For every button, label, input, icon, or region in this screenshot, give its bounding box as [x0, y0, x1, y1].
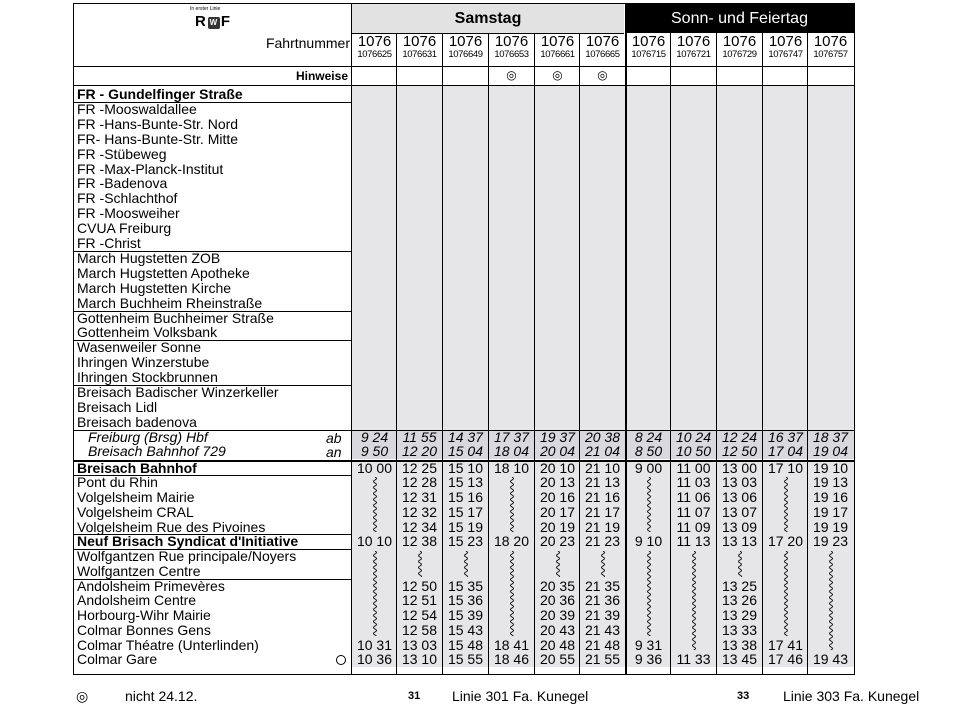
departure-time: 13 03 [721, 474, 758, 490]
saturday-header: Samstag [352, 4, 624, 34]
connection-arrival-time: 10 50 [675, 443, 712, 459]
departure-time: 21 35 [584, 578, 621, 594]
connection-origin-stop: Freiburg (Brsg) Hbf [88, 429, 208, 445]
departure-time: 21 10 [584, 460, 621, 476]
departure-time: 9 00 [634, 460, 663, 476]
connection-arrival-time: 21 04 [584, 443, 621, 459]
trip-line-number: 1076 [402, 33, 437, 50]
departure-time: 17 46 [767, 651, 804, 667]
departure-time: 9 10 [634, 533, 663, 549]
departure-time: 15 17 [447, 504, 484, 520]
departure-time: 12 31 [401, 489, 438, 505]
pass-through-squiggle-icon [553, 551, 563, 577]
departure-time: 12 32 [401, 504, 438, 520]
stop-name: Ihringen Winzerstube [77, 354, 210, 370]
pass-through-squiggle-icon [735, 551, 745, 577]
departure-time: 18 41 [493, 637, 530, 653]
sunday-holiday-header: Sonn- und Feiertag [625, 4, 854, 33]
departure-time: 9 31 [634, 637, 663, 653]
trip-id: 1076747 [768, 49, 803, 60]
departure-time: 12 38 [401, 533, 438, 549]
trip-number-8 [671, 34, 716, 60]
pass-through-squiggle-icon [461, 551, 471, 577]
stop-name: Colmar Bonnes Gens [77, 622, 211, 638]
departure-time: 13 09 [721, 519, 758, 535]
departure-time: 13 25 [721, 578, 758, 594]
connection-arrival-stop: Breisach Bahnhof 729 [88, 443, 226, 459]
logo-lion-icon: W [209, 18, 219, 27]
trip-line-number: 1076 [585, 33, 620, 50]
stop-name: Volgelsheim Mairie [77, 489, 195, 505]
upper-section-shading [352, 86, 854, 430]
trip-number-label: Fahrtnummer [265, 35, 350, 51]
stop-name: FR -Mooswaldallee [77, 101, 197, 117]
departure-time: 15 16 [447, 489, 484, 505]
trip-number-10 [763, 34, 808, 60]
departure-time: 20 10 [539, 460, 576, 476]
stop-name: Andolsheim Primevères [77, 578, 225, 594]
connection-arrival-time: 17 04 [767, 443, 804, 459]
departure-time: 10 36 [356, 651, 393, 667]
trip-id: 1076661 [540, 49, 575, 60]
departure-time: 19 16 [812, 489, 849, 505]
logo-letter-right: F [220, 13, 232, 30]
stop-name: Neuf Brisach Syndicat d'Initiative [77, 533, 299, 549]
departure-time: 13 13 [721, 533, 758, 549]
trip-note-5: ◎ [552, 68, 563, 82]
departure-time: 10 10 [356, 533, 393, 549]
departure-time: 12 50 [401, 578, 438, 594]
stop-name: FR -Schlachthof [77, 190, 178, 206]
trip-line-number: 1076 [768, 33, 803, 50]
notes-label: Hinweise [295, 69, 348, 83]
rvf-logo [195, 13, 231, 30]
departure-time: 10 31 [356, 637, 393, 653]
footnote-symbol: ◎ [76, 688, 89, 704]
departure-time: 15 23 [447, 533, 484, 549]
trip-note-4: ◎ [506, 68, 517, 82]
stop-name: FR -Christ [77, 235, 141, 251]
trip-line-number: 1076 [813, 33, 848, 50]
stop-name: Ihringen Stockbrunnen [77, 369, 218, 385]
stop-name: Pont du Rhin [77, 474, 158, 490]
stop-name: Volgelsheim CRAL [77, 504, 194, 520]
trip-number-6 [580, 34, 625, 60]
departure-time: 13 45 [721, 651, 758, 667]
pass-through-squiggle-icon [507, 477, 517, 532]
trip-id: 1076721 [676, 49, 711, 60]
departure-time: 13 10 [401, 651, 438, 667]
departure-time: 20 43 [539, 622, 576, 638]
departure-time: 20 48 [539, 637, 576, 653]
departure-time: 15 19 [447, 519, 484, 535]
connection-departure-time: 17 37 [493, 429, 530, 445]
stop-name: Wasenweiler Sonne [77, 339, 201, 355]
departure-time: 9 36 [634, 651, 663, 667]
connection-arrival-time: 19 04 [812, 443, 849, 459]
pass-through-squiggle-icon [781, 551, 791, 636]
page-number-right: 33 [737, 690, 750, 702]
departure-time: 19 23 [812, 533, 849, 549]
trip-number-7 [626, 34, 671, 60]
footnote-text: nicht 24.12. [125, 688, 198, 704]
departure-time: 21 17 [584, 504, 621, 520]
stop-name: Breisach Bahnhof [77, 460, 197, 476]
stop-name: Wolfgantzen Centre [77, 563, 201, 579]
rule-under-trip-numbers [74, 66, 854, 67]
departure-time: 19 19 [812, 519, 849, 535]
trip-number-3 [443, 34, 488, 60]
departure-time: 21 48 [584, 637, 621, 653]
trip-id: 1076729 [722, 49, 757, 60]
trip-number-5 [535, 34, 580, 60]
column-divider-7 [670, 33, 671, 674]
logo-tagline: In erster Linie [190, 6, 221, 12]
stop-name: Gottenheim Buchheimer Straße [77, 310, 274, 326]
departure-time: 21 39 [584, 607, 621, 623]
stop-name: FR -Stübeweg [77, 146, 167, 162]
stop-name: FR -Moosweiher [77, 205, 180, 221]
departure-time: 11 13 [676, 533, 711, 549]
departure-time: 19 43 [812, 651, 849, 667]
trip-number-9 [717, 34, 762, 60]
departure-time: 13 07 [721, 504, 758, 520]
column-divider-8 [716, 33, 717, 674]
stop-name: Wolfgantzen Rue principale/Noyers [77, 548, 297, 564]
arrival-flag: an [326, 444, 342, 460]
connection-departure-time: 19 37 [539, 429, 576, 445]
stop-name: FR- Hans-Bunte-Str. Mitte [77, 131, 239, 147]
departure-time: 21 19 [584, 519, 621, 535]
departure-time: 21 36 [584, 592, 621, 608]
departure-time: 11 07 [676, 504, 711, 520]
connection-departure-time: 11 55 [402, 429, 437, 445]
trip-note-6: ◎ [597, 68, 608, 82]
departure-time: 11 00 [676, 460, 711, 476]
trip-number-4 [489, 34, 534, 60]
stop-name: FR -Max-Planck-Institut [77, 161, 224, 177]
connection-departure-time: 14 37 [447, 429, 484, 445]
stop-name: March Hugstetten Kirche [77, 280, 232, 296]
connection-arrival-time: 12 50 [721, 443, 758, 459]
stop-column-divider [351, 4, 352, 674]
trip-line-number: 1076 [722, 33, 757, 50]
departure-time: 15 55 [447, 651, 484, 667]
connection-departure-time: 20 38 [584, 429, 621, 445]
connection-departure-time: 18 37 [812, 429, 849, 445]
connection-departure-time: 10 24 [675, 429, 712, 445]
trip-id: 1076631 [402, 49, 437, 60]
departure-time: 13 03 [401, 637, 438, 653]
departure-time: 21 23 [584, 533, 621, 549]
stop-name: Breisach badenova [77, 414, 197, 430]
departure-time: 20 35 [539, 578, 576, 594]
column-divider-5 [579, 33, 580, 674]
terminus-marker-icon [336, 655, 346, 665]
departure-time: 19 17 [812, 504, 849, 520]
column-divider-2 [442, 33, 443, 674]
trip-number-11 [808, 34, 853, 60]
connection-arrival-time: 20 04 [539, 443, 576, 459]
departure-time: 17 10 [767, 460, 804, 476]
pass-through-squiggle-icon [507, 551, 517, 636]
pass-through-squiggle-icon [781, 477, 791, 532]
departure-time: 15 43 [447, 622, 484, 638]
departure-time: 20 23 [539, 533, 576, 549]
stop-name: Breisach Lidl [77, 399, 158, 415]
connection-arrival-time: 18 04 [493, 443, 530, 459]
departure-time: 18 20 [493, 533, 530, 549]
departure-time: 13 33 [721, 622, 758, 638]
trip-line-number: 1076 [357, 33, 392, 50]
departure-time: 17 41 [767, 637, 804, 653]
trip-line-number: 1076 [631, 33, 666, 50]
stop-name: CVUA Freiburg [77, 220, 172, 236]
pass-through-squiggle-icon [370, 477, 380, 532]
pass-through-squiggle-icon [826, 551, 836, 650]
column-divider-4 [534, 33, 535, 674]
departure-time: 15 10 [447, 460, 484, 476]
trip-line-number: 1076 [494, 33, 529, 50]
trip-number-2 [397, 34, 442, 60]
departure-time: 13 29 [721, 607, 758, 623]
connection-arrival-time: 8 50 [634, 443, 663, 459]
pass-through-squiggle-icon [644, 551, 654, 636]
departure-time: 21 13 [584, 474, 621, 490]
pass-through-squiggle-icon [689, 551, 699, 650]
connection-departure-time: 8 24 [634, 429, 663, 445]
departure-time: 20 36 [539, 592, 576, 608]
connection-arrival-time: 15 04 [447, 443, 484, 459]
stop-name: Horbourg-Wihr Mairie [77, 607, 211, 623]
departure-time: 15 35 [447, 578, 484, 594]
departure-time: 21 55 [584, 651, 621, 667]
departure-time: 19 13 [812, 474, 849, 490]
departure-time: 10 00 [356, 460, 393, 476]
trip-line-number: 1076 [676, 33, 711, 50]
line-reference-left: Linie 301 Fa. Kunegel [452, 688, 589, 704]
departure-time: 13 00 [721, 460, 758, 476]
logo-letter-left: R [195, 13, 207, 30]
stop-name: FR -Hans-Bunte-Str. Nord [77, 116, 239, 132]
pass-through-squiggle-icon [644, 477, 654, 532]
stop-name: Colmar Gare [77, 651, 158, 667]
stop-name: Andolsheim Centre [77, 592, 197, 608]
stop-name: FR -Badenova [77, 175, 168, 191]
column-divider-6 [625, 33, 627, 674]
column-divider-1 [396, 33, 397, 674]
stop-name: Colmar Théatre (Unterlinden) [77, 637, 259, 653]
departure-time: 20 17 [539, 504, 576, 520]
column-divider-10 [807, 33, 808, 674]
trip-line-number: 1076 [540, 33, 575, 50]
trip-id: 1076649 [448, 49, 483, 60]
departure-time: 17 20 [767, 533, 804, 549]
trip-number-1 [352, 34, 397, 60]
departure-time: 18 46 [493, 651, 530, 667]
stop-name: March Buchheim Rheinstraße [77, 295, 263, 311]
departure-flag: ab [326, 430, 342, 446]
pass-through-squiggle-icon [415, 551, 425, 577]
departure-time: 20 13 [539, 474, 576, 490]
departure-time: 20 39 [539, 607, 576, 623]
departure-time: 21 43 [584, 622, 621, 638]
departure-time: 15 48 [447, 637, 484, 653]
stop-name: Volgelsheim Rue des Pivoines [77, 519, 266, 535]
trip-id: 1076625 [357, 49, 392, 60]
stop-name: FR - Gundelfinger Straße [77, 86, 243, 102]
departure-time: 12 51 [401, 592, 438, 608]
connection-departure-time: 9 24 [360, 429, 389, 445]
departure-time: 15 13 [447, 474, 484, 490]
departure-time: 12 54 [401, 607, 438, 623]
departure-time: 15 36 [447, 592, 484, 608]
column-divider-3 [488, 33, 489, 674]
trip-id: 1076757 [813, 49, 848, 60]
stop-name: March Hugstetten Apotheke [77, 265, 250, 281]
trip-id: 1076715 [631, 49, 666, 60]
stop-name: Gottenheim Volksbank [77, 324, 218, 340]
departure-time: 11 33 [676, 651, 711, 667]
connection-departure-time: 12 24 [721, 429, 758, 445]
departure-time: 13 38 [721, 637, 758, 653]
departure-time: 15 39 [447, 607, 484, 623]
departure-time: 11 06 [676, 489, 711, 505]
trip-id: 1076653 [494, 49, 529, 60]
departure-time: 20 19 [539, 519, 576, 535]
departure-time: 12 58 [401, 622, 438, 638]
connection-arrival-time: 9 50 [360, 443, 389, 459]
departure-time: 11 03 [676, 474, 711, 490]
departure-time: 12 25 [401, 460, 438, 476]
departure-time: 12 28 [401, 474, 438, 490]
departure-time: 11 09 [676, 519, 711, 535]
trip-id: 1076665 [585, 49, 620, 60]
departure-time: 12 34 [401, 519, 438, 535]
departure-time: 20 55 [539, 651, 576, 667]
line-reference-right: Linie 303 Fa. Kunegel [783, 688, 920, 704]
connection-departure-time: 16 37 [767, 429, 804, 445]
trip-line-number: 1076 [448, 33, 483, 50]
pass-through-squiggle-icon [598, 551, 608, 577]
pass-through-squiggle-icon [370, 551, 380, 636]
page-number-left: 31 [408, 690, 421, 702]
connection-arrival-time: 12 20 [401, 443, 438, 459]
column-divider-9 [762, 33, 763, 674]
departure-time: 19 10 [812, 460, 849, 476]
departure-time: 13 06 [721, 489, 758, 505]
stop-name: March Hugstetten ZOB [77, 250, 221, 266]
stop-name: Breisach Badischer Winzerkeller [77, 384, 279, 400]
departure-time: 18 10 [493, 460, 530, 476]
departure-time: 20 16 [539, 489, 576, 505]
departure-time: 21 16 [584, 489, 621, 505]
departure-time: 13 26 [721, 592, 758, 608]
